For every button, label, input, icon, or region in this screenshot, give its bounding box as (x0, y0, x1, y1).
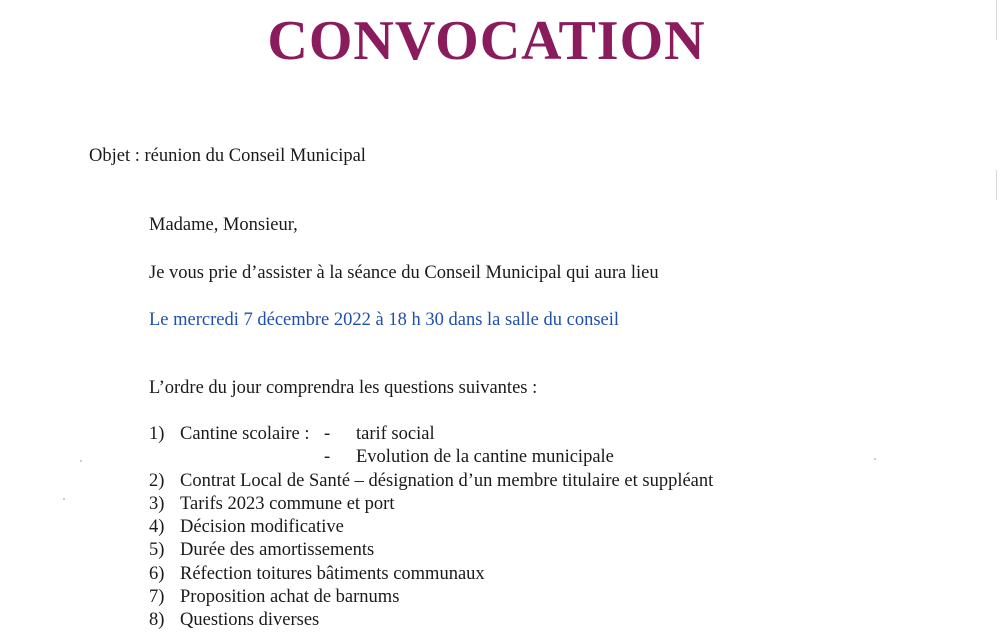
scan-edge-mark (996, 170, 997, 200)
sub-item-text: Evolution de la cantine municipale (356, 447, 614, 468)
agenda-item-number: 2) (149, 470, 165, 491)
meeting-date-line: Le mercredi 7 décembre 2022 à 18 h 30 dans la salle du conseil (149, 310, 620, 330)
agenda-item-number: 5) (149, 540, 165, 561)
agenda-item-text: Cantine scolaire : (180, 424, 310, 444)
subject-line: Objet : réunion du Conseil Municipal (89, 146, 366, 166)
agenda-item-number: 1) (149, 424, 165, 444)
agenda-item-text: Contrat Local de Santé – désignation d’un membre titulaire et suppléant (180, 470, 714, 491)
agenda-item-text: Tarifs 2023 commune et port (180, 493, 395, 514)
agenda-item-text: Réfection toitures bâtiments communaux (180, 563, 485, 584)
agenda-item-text: Durée des amortissements (180, 540, 375, 561)
sub-item-dash: - (324, 424, 331, 444)
scan-speck (80, 460, 82, 462)
agenda-item-number: 6) (149, 563, 165, 584)
agenda-item-text: Questions diverses (180, 610, 320, 631)
sub-item-dash: - (324, 447, 331, 468)
agenda-item-number: 7) (149, 587, 165, 608)
agenda-intro: L’ordre du jour comprendra les questions suivantes : (149, 378, 538, 398)
agenda-item-number: 4) (149, 517, 165, 538)
scan-edge-mark (996, 0, 997, 40)
agenda-item-number: 8) (149, 610, 165, 631)
agenda-item-text: Proposition achat de barnums (180, 587, 400, 608)
scan-speck (874, 458, 876, 460)
agenda-item-number: 3) (149, 493, 165, 514)
document-title: CONVOCATION (267, 10, 706, 72)
agenda-item-text: Décision modificative (180, 517, 344, 538)
scan-speck (63, 498, 65, 500)
salutation: Madame, Monsieur, (149, 215, 298, 235)
sub-item-text: tarif social (356, 424, 435, 444)
intro-paragraph: Je vous prie d’assister à la séance du Conseil Municipal qui aura lieu (149, 263, 659, 283)
